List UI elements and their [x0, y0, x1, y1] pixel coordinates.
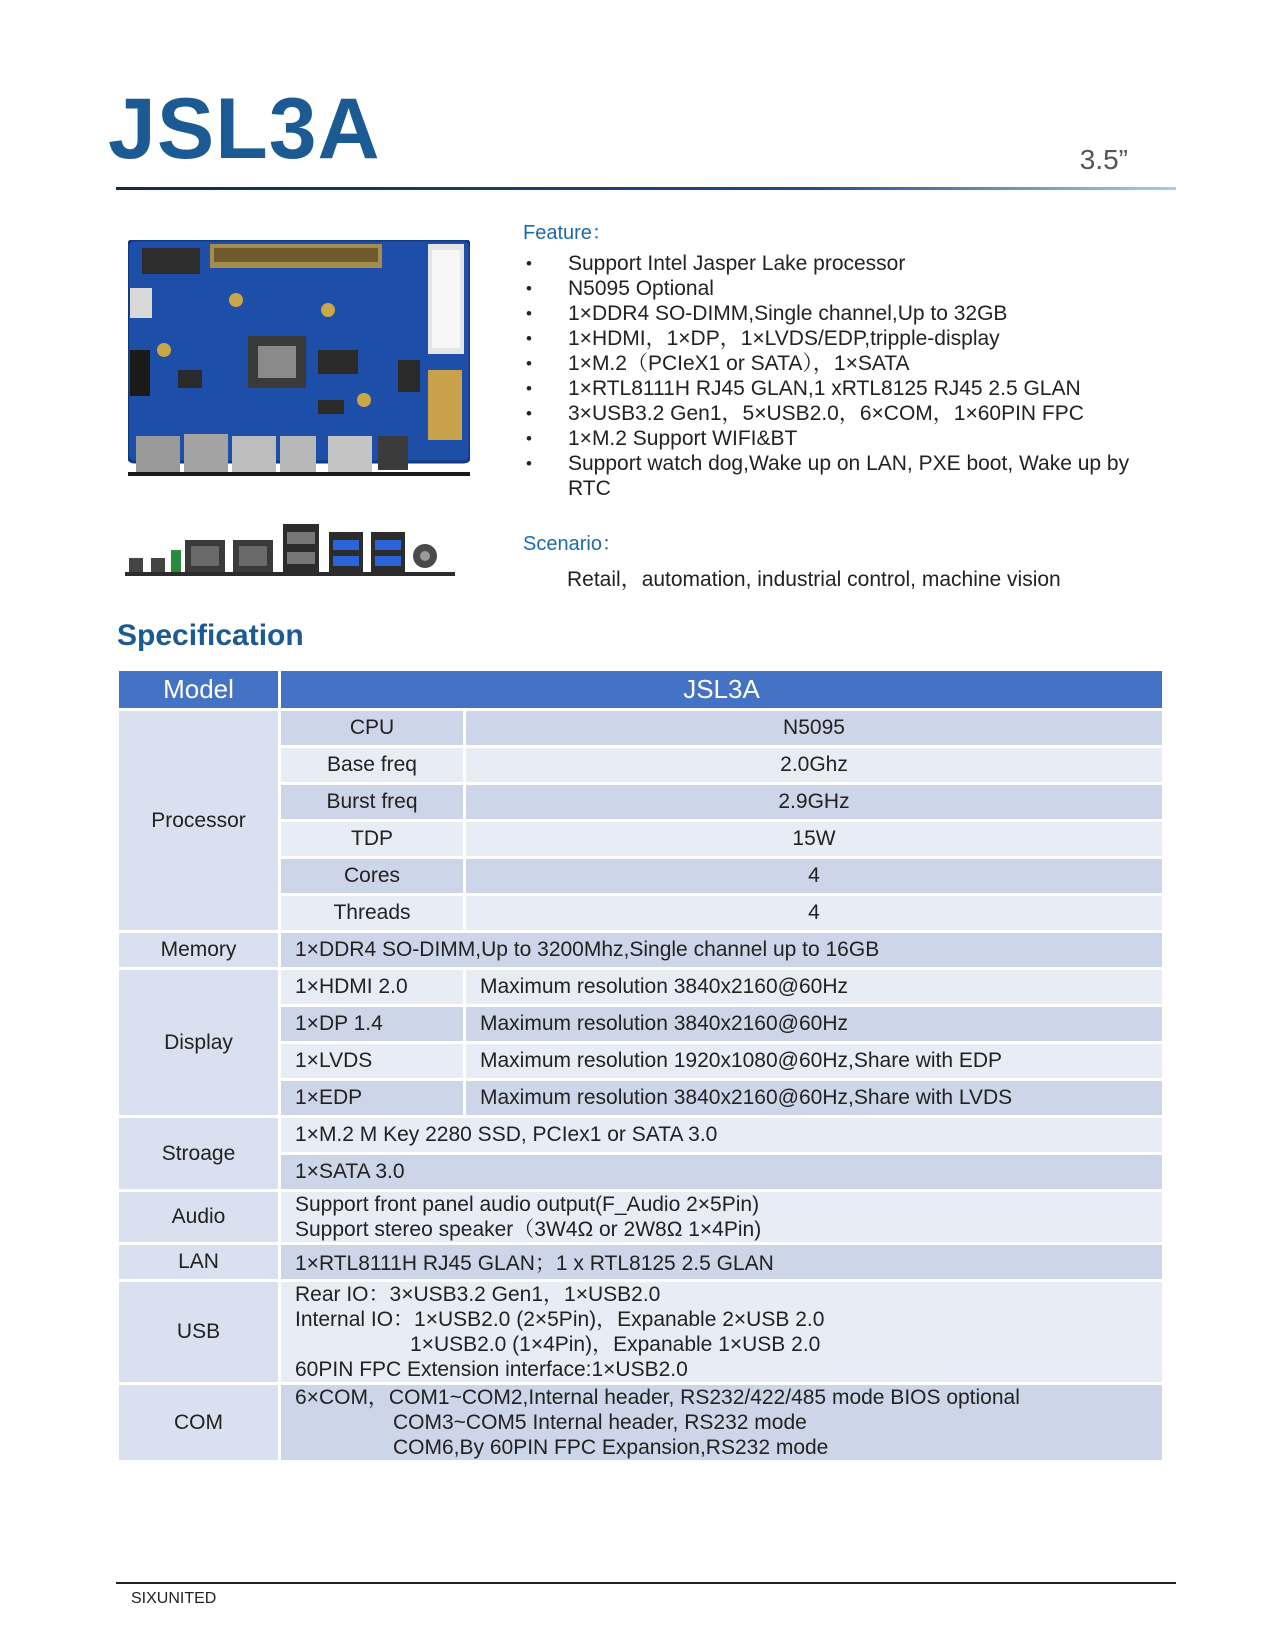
- spec-value: Maximum resolution 1920x1080@60Hz,Share with EDP: [465, 1043, 1164, 1080]
- spec-key: Threads: [280, 895, 465, 932]
- specification-heading: Specification: [117, 619, 304, 652]
- usb-line: 1×USB2.0 (1×4Pin)，Expanable 1×USB 2.0: [410, 1333, 821, 1356]
- display-label: Display: [118, 969, 280, 1117]
- footer-divider: [116, 1582, 1176, 1584]
- table-row: [118, 1117, 1164, 1154]
- spec-value: N5095: [465, 710, 1164, 747]
- table-row: [118, 1191, 1164, 1244]
- table-row: [118, 1281, 1164, 1384]
- spec-key: Cores: [280, 858, 465, 895]
- scenario-text: Retail，automation, industrial control, machine vision: [567, 568, 1061, 591]
- spec-value: Maximum resolution 3840x2160@60Hz: [465, 969, 1164, 1006]
- usb-line: Internal IO：1×USB2.0 (2×5Pin)，Expanable 2×USB 2.0: [295, 1308, 825, 1331]
- memory-value: 1×DDR4 SO-DIMM,Up to 3200Mhz,Single channel up to 16GB: [280, 932, 1164, 969]
- specification-table: [116, 668, 1165, 1463]
- spec-key: 1×HDMI 2.0: [280, 969, 465, 1006]
- spec-key: 1×LVDS: [280, 1043, 465, 1080]
- spec-value: 2.9GHz: [465, 784, 1164, 821]
- feature-heading: Feature：: [523, 222, 612, 244]
- usb-line: 60PIN FPC Extension interface:1×USB2.0: [295, 1358, 688, 1381]
- table-row: [118, 969, 1164, 1006]
- table-row: [118, 932, 1164, 969]
- com-line: 6×COM，COM1~COM2,Internal header, RS232/422/485 mode BIOS optional: [295, 1386, 1020, 1409]
- form-factor-label: 3.5”: [1079, 144, 1128, 175]
- com-value: [280, 1384, 1164, 1462]
- audio-value: [280, 1191, 1164, 1244]
- feature-item: • 1×M.2 Support WIFI&BT: [522, 426, 1162, 451]
- feature-item: • 1×M.2（PCIeX1 or SATA），1×SATA: [522, 351, 1162, 376]
- spec-value: 15W: [465, 821, 1164, 858]
- model-value: JSL3A: [280, 670, 1164, 710]
- feature-item: • 1×DDR4 SO-DIMM,Single channel,Up to 32GB: [522, 301, 1162, 326]
- lan-value: 1×RTL8111H RJ45 GLAN；1 x RTL8125 2.5 GLAN: [280, 1244, 1164, 1281]
- table-row: [118, 1384, 1164, 1462]
- com-label: COM: [118, 1384, 280, 1462]
- spec-key: Base freq: [280, 747, 465, 784]
- spec-key: Burst freq: [280, 784, 465, 821]
- motherboard-image: [128, 240, 470, 490]
- spec-key: 1×DP 1.4: [280, 1006, 465, 1043]
- feature-item: • Support Intel Jasper Lake processor: [522, 251, 1162, 276]
- header-divider: [116, 187, 1176, 190]
- feature-item: • 1×RTL8111H RJ45 GLAN,1 xRTL8125 RJ45 2.5 GLAN: [522, 376, 1162, 401]
- product-title: JSL3A: [108, 81, 381, 177]
- scenario-heading: Scenario：: [523, 533, 622, 555]
- feature-item: • Support watch dog,Wake up on LAN, PXE boot, Wake up by RTC: [522, 451, 1162, 501]
- feature-item: • 3×USB3.2 Gen1，5×USB2.0，6×COM，1×60PIN FPC: [522, 401, 1162, 426]
- com-line: COM6,By 60PIN FPC Expansion,RS232 mode: [393, 1436, 829, 1459]
- audio-line: Support stereo speaker（3W4Ω or 2W8Ω 1×4Pin): [295, 1218, 762, 1241]
- model-label: Model: [118, 670, 280, 710]
- processor-label: Processor: [118, 710, 280, 932]
- table-row: [118, 710, 1164, 747]
- spec-value: Maximum resolution 3840x2160@60Hz,Share with LVDS: [465, 1080, 1164, 1117]
- usb-label: USB: [118, 1281, 280, 1384]
- usb-line: Rear IO：3×USB3.2 Gen1，1×USB2.0: [295, 1283, 661, 1306]
- storage-value: 1×M.2 M Key 2280 SSD, PCIex1 or SATA 3.0: [280, 1117, 1164, 1154]
- usb-value: [280, 1281, 1164, 1384]
- footer-brand: SIXUNITED: [131, 1590, 217, 1607]
- feature-item: • 1×HDMI，1×DP，1×LVDS/EDP,tripple-display: [522, 326, 1162, 351]
- spec-value: 2.0Ghz: [465, 747, 1164, 784]
- rear-io-image: [125, 522, 475, 580]
- spec-value: 4: [465, 895, 1164, 932]
- spec-value: Maximum resolution 3840x2160@60Hz: [465, 1006, 1164, 1043]
- table-row: [118, 1244, 1164, 1281]
- storage-value: 1×SATA 3.0: [280, 1154, 1164, 1191]
- storage-label: Stroage: [118, 1117, 280, 1191]
- memory-label: Memory: [118, 932, 280, 969]
- spec-value: 4: [465, 858, 1164, 895]
- feature-list: [522, 251, 1162, 501]
- spec-key: CPU: [280, 710, 465, 747]
- audio-line: Support front panel audio output(F_Audio 2×5Pin): [295, 1193, 760, 1216]
- lan-label: LAN: [118, 1244, 280, 1281]
- audio-label: Audio: [118, 1191, 280, 1244]
- table-header-row: [118, 670, 1164, 710]
- spec-key: TDP: [280, 821, 465, 858]
- spec-key: 1×EDP: [280, 1080, 465, 1117]
- feature-item: • N5095 Optional: [522, 276, 1162, 301]
- com-line: COM3~COM5 Internal header, RS232 mode: [393, 1411, 807, 1434]
